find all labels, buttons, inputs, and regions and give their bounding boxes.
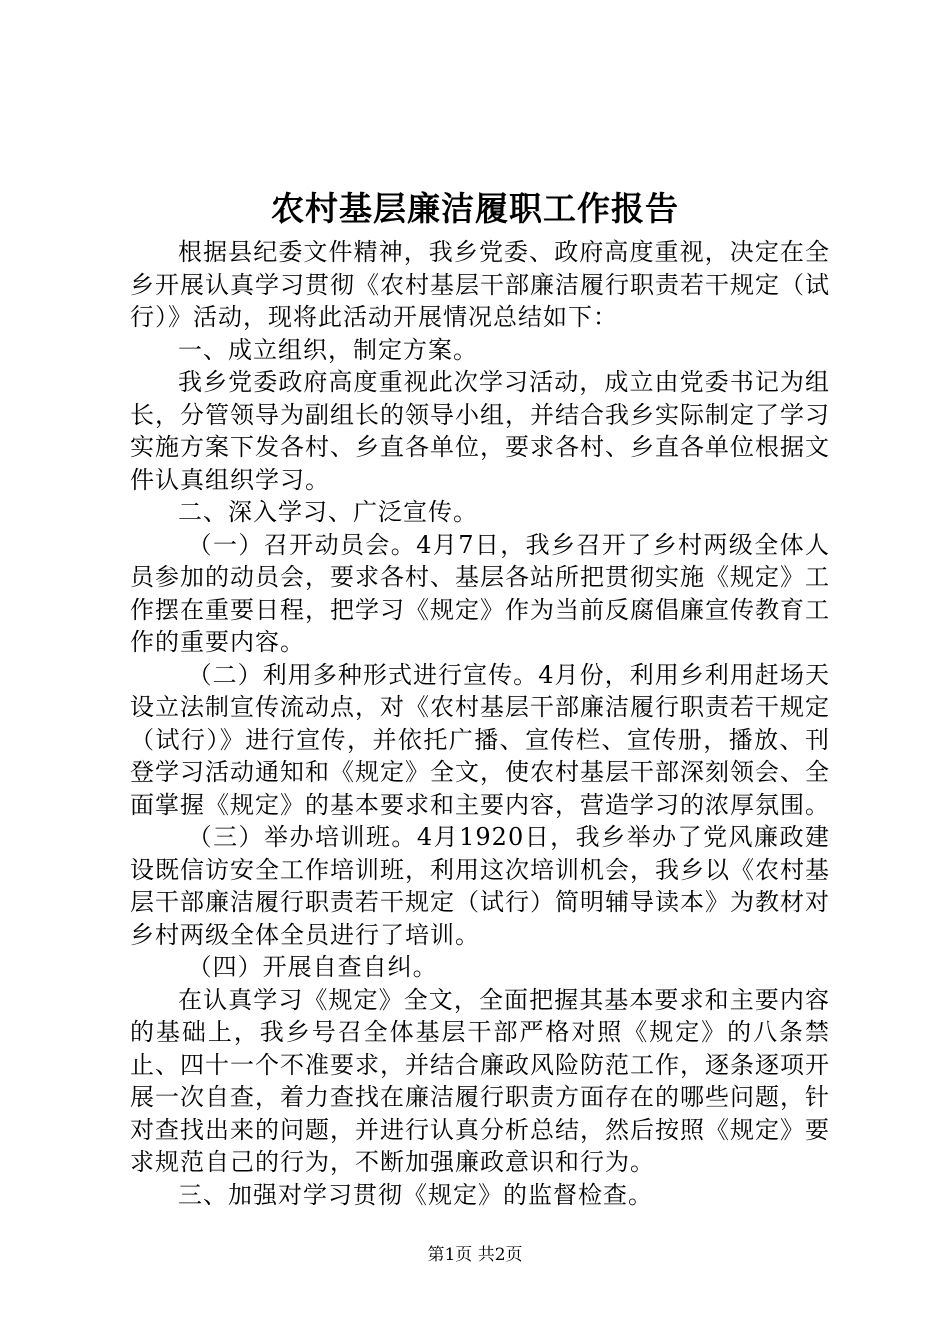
document-body — [130, 236, 830, 1211]
document-title: 农村基层廉洁履职工作报告 — [271, 189, 679, 228]
paragraph-organization: 我乡党委政府高度重视此次学习活动，成立由党委书记为组长，分管领导为副组长的领导小组，并结合我乡实际制定了学习实施方案下发各村、乡直各单位，要求各村、乡直各单位根据文件认真组织学习。 — [130, 368, 830, 494]
paragraph-training: （三）举办培训班。4月1920日，我乡举办了党风廉政建设既信访安全工作培训班，利用这次培训机会，我乡以《农村基层干部廉洁履行职责若干规定（试行）简明辅导读本》为教材对乡村两级全体全员进行了培训。 — [130, 823, 830, 949]
section-heading-2: 二、深入学习、广泛宣传。 — [178, 498, 478, 526]
page-number-footer: 第1页 共2页 — [427, 1245, 523, 1265]
paragraph-intro: 根据县纪委文件精神，我乡党委、政府高度重视，决定在全乡开展认真学习贯彻《农村基层干部廉洁履行职责若干规定（试行）》活动，现将此活动开展情况总结如下： — [130, 238, 830, 331]
paragraph-publicity: （二）利用多种形式进行宣传。4月份，利用乡利用赶场天设立法制宣传流动点，对《农村基层干部廉洁履行职责若干规定（试行）》进行宣传，并依托广播、宣传栏、宣传册，播放、刊登学习活动通知和《规定》全文，使农村基层干部深刻领会、全面掌握《规定》的基本要求和主要内容，营造学习的浓厚氛围。 — [130, 660, 830, 819]
paragraph-self-check: 在认真学习《规定》全文，全面把握其基本要求和主要内容的基础上，我乡号召全体基层干部严格对照《规定》的八条禁止、四十一个不准要求，并结合廉政风险防范工作，逐条逐项开展一次自查，着力查找在廉洁履行职责方面存在的哪些问题，针对查找出来的问题，并进行认真分析总结，然后按照《规定》要求规范自己的行为，不断加强廉政意识和行为。 — [130, 985, 830, 1176]
subsection-heading-self-check: （四）开展自查自纠。 — [187, 953, 438, 981]
paragraph-mobilization-meeting: （一）召开动员会。4月7日，我乡召开了乡村两级全体人员参加的动员会，要求各村、基层各站所把贯彻实施《规定》工作摆在重要日程，把学习《规定》作为当前反腐倡廉宣传教育工作的重要内容。 — [130, 530, 830, 656]
section-heading-3: 三、加强对学习贯彻《规定》的监督检查。 — [178, 1180, 653, 1209]
section-heading-1: 一、成立组织，制定方案。 — [178, 335, 478, 364]
